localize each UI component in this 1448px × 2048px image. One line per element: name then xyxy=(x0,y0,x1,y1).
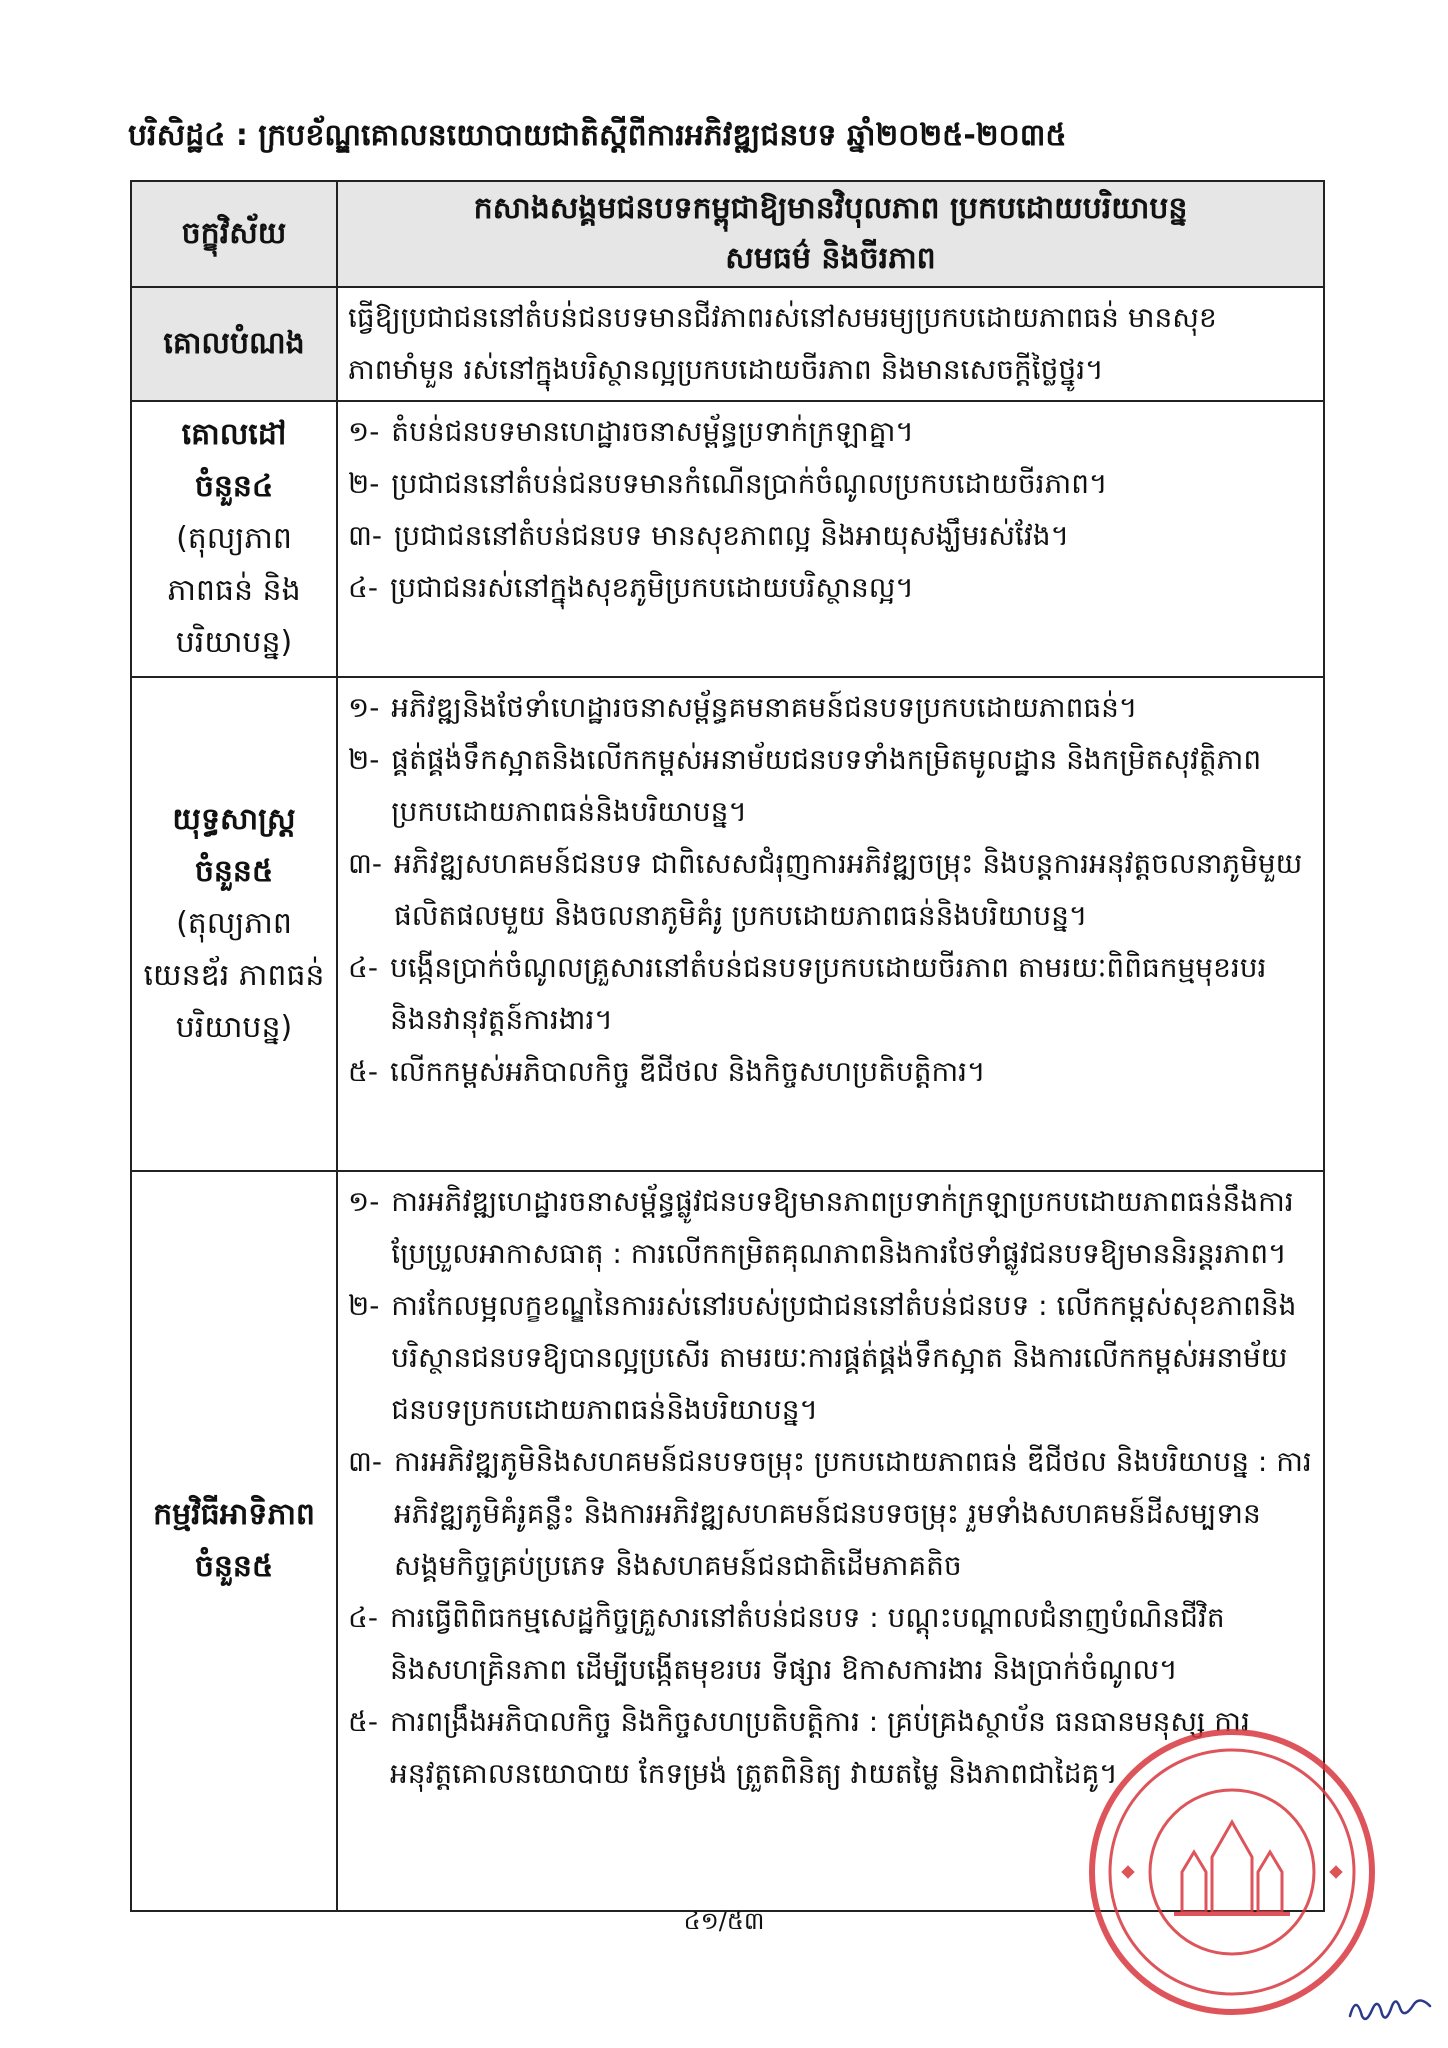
programs-list xyxy=(338,1172,1323,1804)
strategy-item: ៤- បង្កើនប្រាក់ចំណូលគ្រួសារនៅតំបន់ជនបទប្រកបដោយចីរភាព តាមរយៈពិពិធកម្មមុខរបរ និងនវានុវត្តន៍ការងារ។ xyxy=(348,951,1267,1036)
goal-item: ១- តំបន់ជនបទមានហេដ្ឋារចនាសម្ព័ន្ធប្រទាក់ក្រឡាគ្នា។ xyxy=(348,415,914,448)
strategies-cell xyxy=(337,677,1324,1171)
goals-count: ចំនួន៤ xyxy=(194,469,274,504)
page-title: បរិសិដ្ឋ៤ : ក្របខ័ណ្ឌគោលនយោបាយជាតិស្តីពីការអភិវឌ្ឍជនបទ ឆ្នាំ២០២៥-២០៣៥ xyxy=(128,118,1067,153)
programs-label: កម្មវិធីអាទិភាព xyxy=(153,1497,315,1532)
signature-mark xyxy=(1346,1988,1436,2028)
goal-item: ២- ប្រជាជននៅតំបន់ជនបទមានកំណើនប្រាក់ចំណូលប្រកបដោយចីរភាព។ xyxy=(348,467,1108,500)
program-item: ១- ការអភិវឌ្ឍហេដ្ឋារចនាសម្ព័ន្ធផ្លូវជនបទឱ្យមានភាពប្រទាក់ក្រឡាប្រកបដោយភាពធន់នឹងការប្រែប្រួលអាកាសធាតុ : ការលើកកម្រិតគុណភាពនិងការថែទាំផ្លូវជនបទឱ្យមាននិរន្តរភាព។ xyxy=(348,1185,1294,1270)
programs-count: ចំនួន៥ xyxy=(194,1549,274,1584)
goals-note: (តុល្យភាព ភាពធន់ និង បរិយាបន្ន) xyxy=(167,521,301,660)
vision-text-line1: កសាងសង្គមជនបទកម្ពុជាឱ្យមានវិបុលភាព ប្រកបដោយបរិយាបន្ន xyxy=(473,191,1188,226)
vision-text xyxy=(337,181,1324,287)
objective-text: ធ្វើឱ្យប្រជាជននៅតំបន់ជនបទមានជីវភាពរស់នៅសមរម្យប្រកបដោយភាពធន់ មានសុខភាពមាំមួន រស់នៅក្នុងបរិស្ថានល្អប្រកបដោយចីរភាព និងមានសេចក្តីថ្លៃថ្នូរ។ xyxy=(348,301,1217,386)
objective-label: គោលបំណង xyxy=(131,287,337,401)
strategy-item: ៥- លើកកម្ពស់អភិបាលកិច្ច ឌីជីថល និងកិច្ចសហប្រតិបត្តិការ។ xyxy=(348,1055,986,1088)
program-item: ៣- ការអភិវឌ្ឍភូមិនិងសហគមន៍ជនបទចម្រុះ ប្រកបដោយភាពធន់ ឌីជីថល និងបរិយាបន្ន : ការអភិវឌ្ឍភូមិគំរូគន្លឹះ និងការអភិវឌ្ឍសហគមន៍ជនបទចម្រុះ រួមទាំងសហគមន៍ដីសម្បទានសង្គមកិច្ចគ្រប់ប្រភេទ និងសហគមន៍ជនជាតិដើមភាគតិច xyxy=(348,1445,1312,1582)
vision-label: ចក្ខុវិស័យ xyxy=(131,181,337,287)
strategy-item: ២- ផ្គត់ផ្គង់ទឹកស្អាតនិងលើកកម្ពស់អនាម័យជនបទទាំងកម្រិតមូលដ្ឋាន និងកម្រិតសុវត្ថិភាពប្រកបដោយភាពធន់និងបរិយាបន្ន។ xyxy=(348,743,1262,828)
goals-label: គោលដៅ xyxy=(181,417,287,452)
vision-text-line2: សមធម៌ និងចីរភាព xyxy=(725,241,936,276)
policy-framework-table xyxy=(130,180,1325,1912)
program-item: ៥- ការពង្រឹងអភិបាលកិច្ច និងកិច្ចសហប្រតិបត្តិការ : គ្រប់គ្រងស្ថាប័ន ធនធានមនុស្ស ការអនុវត្តគោលនយោបាយ កែទម្រង់ ត្រួតពិនិត្យ វាយតម្លៃ និងភាពជាដៃគូ។ xyxy=(348,1705,1250,1790)
strategy-item: ១- អភិវឌ្ឍនិងថែទាំហេដ្ឋារចនាសម្ព័ន្ធគមនាគមន៍ជនបទប្រកបដោយភាពធន់។ xyxy=(348,691,1138,724)
goals-cell xyxy=(337,401,1324,677)
strategies-note: (តុល្យភាព យេនឌ័រ ភាពធន់ បរិយាបន្ន) xyxy=(143,906,325,1045)
goals-row xyxy=(131,401,1324,677)
vision-row xyxy=(131,181,1324,287)
strategies-label: យុទ្ធសាស្ត្រ xyxy=(172,802,296,837)
goals-list xyxy=(338,402,1323,618)
program-item: ៤- ការធ្វើពិពិធកម្មសេដ្ឋកិច្ចគ្រួសារនៅតំបន់ជនបទ : បណ្តុះបណ្តាលជំនាញបំណិនជីវិត និងសហគ្រិនភាព ដើម្បីបង្កើតមុខរបរ ទីផ្សារ ឱកាសការងារ និងប្រាក់ចំណូល។ xyxy=(348,1601,1225,1686)
goal-item: ៣- ប្រជាជននៅតំបន់ជនបទ មានសុខភាពល្អ និងអាយុសង្ឃឹមរស់វែង។ xyxy=(348,519,1070,552)
strategy-item: ៣- អភិវឌ្ឍសហគមន៍ជនបទ ជាពិសេសជំរុញការអភិវឌ្ឍចម្រុះ និងបន្តការអនុវត្តចលនាភូមិមួយផលិតផលមួយ និងចលនាភូមិគំរូ ប្រកបដោយភាពធន់និងបរិយាបន្ន។ xyxy=(348,847,1303,932)
strategies-count: ចំនួន៥ xyxy=(194,854,274,889)
objective-cell xyxy=(337,287,1324,401)
strategies-list xyxy=(338,678,1323,1102)
strategies-row xyxy=(131,677,1324,1171)
objective-row xyxy=(131,287,1324,401)
official-seal-icon xyxy=(1082,1722,1382,2022)
goals-label-cell xyxy=(131,401,337,677)
goal-item: ៤- ប្រជាជនរស់នៅក្នុងសុខភូមិប្រកបដោយបរិស្ថានល្អ។ xyxy=(348,571,914,604)
programs-label-cell xyxy=(131,1171,337,1911)
page-number: ៤១/៥៣ xyxy=(683,1907,765,1935)
strategies-label-cell xyxy=(131,677,337,1171)
program-item: ២- ការកែលម្អលក្ខខណ្ឌនៃការរស់នៅរបស់ប្រជាជននៅតំបន់ជនបទ : លើកកម្ពស់សុខភាពនិងបរិស្ថានជនបទឱ្យបានល្អប្រសើរ តាមរយៈការផ្គត់ផ្គង់ទឹកស្អាត និងការលើកកម្ពស់អនាម័យជនបទប្រកបដោយភាពធន់និងបរិយាបន្ន។ xyxy=(348,1289,1297,1426)
